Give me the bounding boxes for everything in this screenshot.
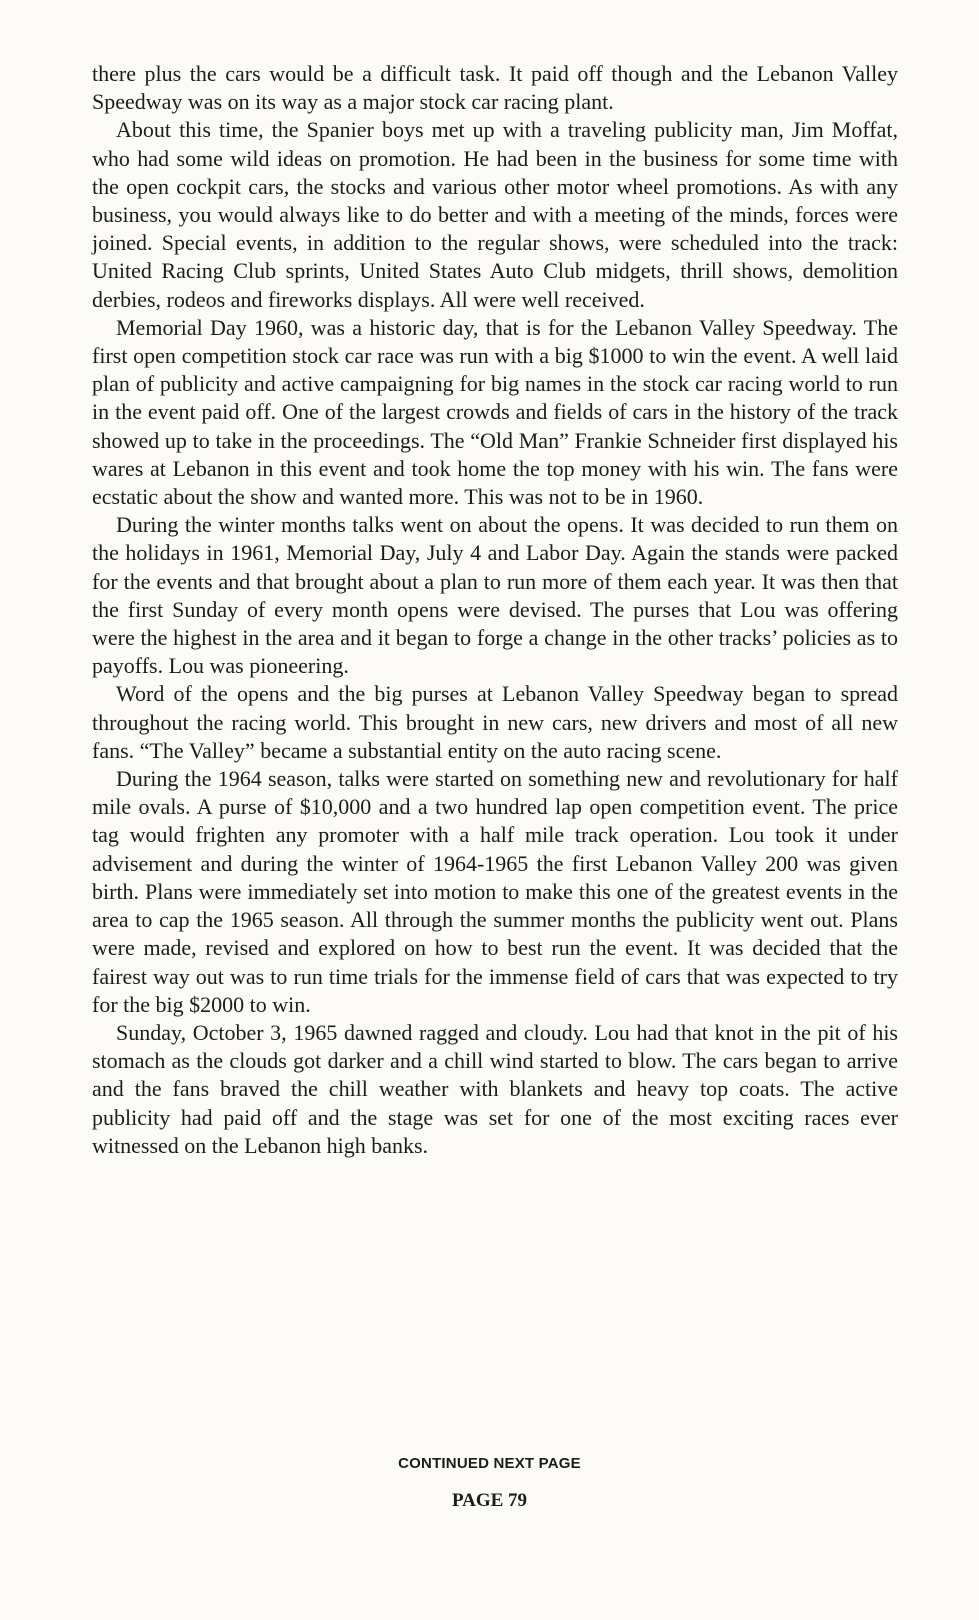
paragraph-publicity-man: About this time, the Spanier boys met up with a traveling publicity man, Jim Moffat, who had some wild ideas on promotion. He had been in the business for some time with the open cockpit cars, the stocks and various other motor wheel promotions. As with any business, you would always like to do better and with a meeting of the minds, forces were joined. Special events, in addition to the regular shows, were scheduled into the track: United Racing Club sprints, United States Auto Club midgets, thrill shows, demolition derbies, rodeos and fireworks displays. All were well received. [92,117,898,312]
paragraph-october-1965: Sunday, October 3, 1965 dawned ragged and cloudy. Lou had that knot in the pit of his stomach as the clouds got darker and a chill wind started to blow. The cars began to arrive and the fans braved the chill weather with blankets and heavy top coats. The active publicity had paid off and the stage was set for one of the most exciting races ever witnessed on the Lebanon high banks. [92,1019,898,1158]
paragraph-continuation: there plus the cars would be a difficult task. It paid off though and the Lebanon Valley Speedway was on its way as a major stock car racing plant. [92,61,898,115]
paragraph-word-of-opens: Word of the opens and the big purses at Lebanon Valley Speedway began to spread throughout the racing world. This brought in new cars, new drivers and most of all new fans. “The Valley” became a substantial entity on the auto racing scene. [92,681,898,763]
paragraph-1964-season: During the 1964 season, talks were started on something new and revolutionary for half mile ovals. A purse of $10,000 and a two hundred lap open competition event. The price tag would frighten any promoter with a half mile track operation. Lou took it under advisement and during the winter of 1964-1965 the first Lebanon Valley 200 was given birth. Plans were immediately set into motion to make this one of the greatest events in the area to cap the 1965 season. All through the summer months the publicity went out. Plans were made, revised and explored on how to best run the event. It was decided that the fairest way out was to run time trials for the immense field of cars that was expected to try for the big $2000 to win. [92,766,898,1017]
article-body [92,60,898,1160]
paragraph-winter-talks: During the winter months talks went on about the opens. It was decided to run them on the holidays in 1961, Memorial Day, July 4 and Labor Day. Again the stands were packed for the events and that brought about a plan to run more of them each year. It was then that the first Sunday of every month opens were devised. The purses that Lou was offering were the highest in the area and it began to forge a change in the other tracks’ policies as to payoffs. Lou was pioneering. [92,512,898,679]
page-number: PAGE 79 [451,1490,528,1511]
continued-next-page-label: CONTINUED NEXT PAGE [398,1455,581,1472]
paragraph-memorial-day-1960: Memorial Day 1960, was a historic day, that is for the Lebanon Valley Speedway. The first open competition stock car race was run with a big $1000 to win the event. A well laid plan of publicity and active campaigning for big names in the stock car racing world to run in the event paid off. One of the largest crowds and fields of cars in the history of the track showed up to take in the proceedings. The “Old Man” Frankie Schneider first displayed his wares at Lebanon in this event and took home the top money with his win. The fans were ecstatic about the show and wanted more. This was not to be in 1960. [92,314,898,510]
